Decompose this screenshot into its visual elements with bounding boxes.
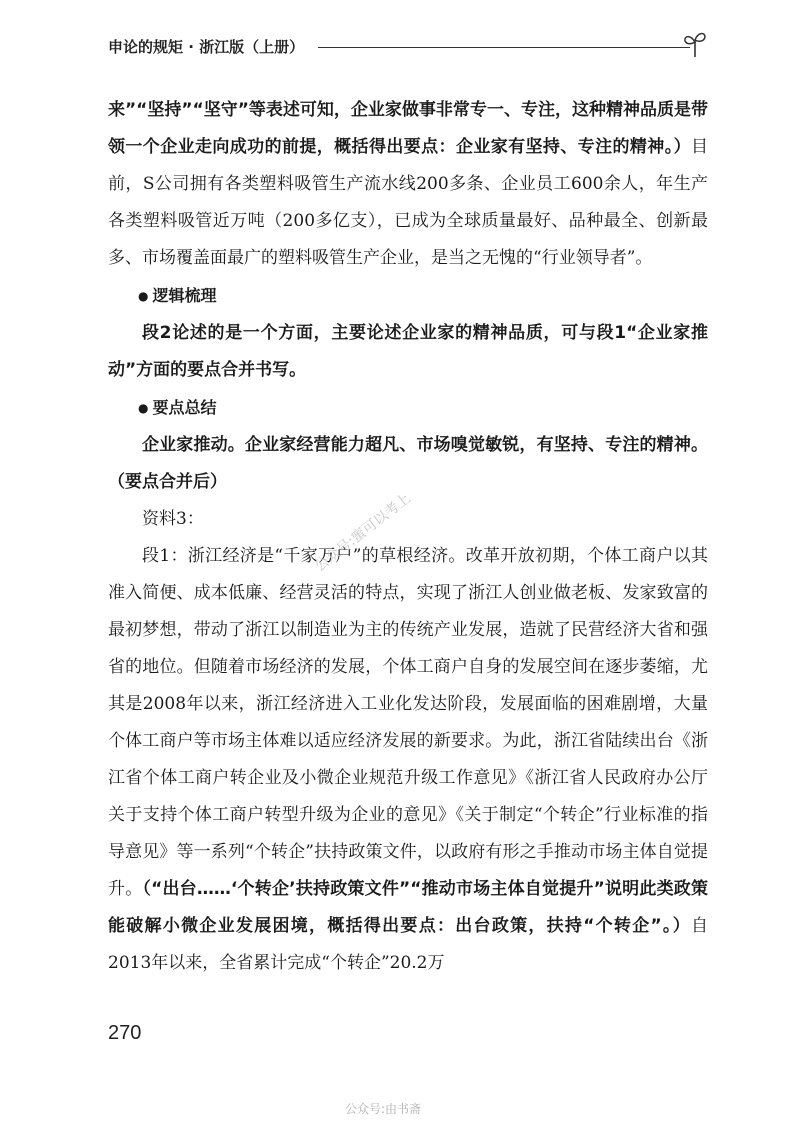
header-rule [318, 47, 690, 48]
annotation-text: （“出台……‘个转企’扶持政策文件”“推动市场主体自觉提升”说明此类政策能破解小微企业发展困境，概括得出要点：出台政策，扶持“个转企”。） [108, 879, 708, 936]
section-heading-logic: ● 逻辑梳理 [138, 286, 217, 305]
page-number: 270 [108, 1022, 142, 1044]
section-heading-summary: ● 要点总结 [138, 398, 217, 417]
annotation-text: 来”“坚持”“坚守”等表述可知，企业家做事非常专一、专注，这种精神品质是带领一个企业走向成功的前提，概括得出要点：企业家有坚持、专注的精神。） [108, 100, 708, 157]
bullet-icon: ● [138, 289, 149, 303]
paragraph-1 [108, 92, 708, 277]
sprout-icon [682, 30, 708, 58]
paragraph-5 [108, 538, 708, 982]
paragraph-4: 资料3： [142, 509, 204, 529]
bullet-icon: ● [138, 401, 149, 415]
watermark: 公众号:蜜可以考上 [311, 490, 414, 575]
book-title: 申论的规矩 · 浙江版（上册） [108, 38, 305, 56]
body-text: 自2013年以来，全省累计完成“个转企”20.2万 [108, 916, 708, 973]
running-header [108, 30, 708, 60]
paragraph-3: 企业家推动。企业家经营能力超凡、市场嗅觉敏锐，有坚持、专注的精神。（要点合并后） [108, 435, 708, 492]
paragraph-2: 段2论述的是一个方面，主要论述企业家的精神品质，可与段1“企业家推动”方面的要点合并书写。 [108, 323, 708, 380]
page-body [108, 92, 708, 982]
body-text: 目前，S公司拥有各类塑料吸管生产流水线200多条、企业员工600余人，年生产各类塑料吸管近万吨（200多亿支），已成为全球质量最好、品种最全、创新最多、市场覆盖面最广的塑料吸管生产企业，是当之无愧的“行业领导者”。 [108, 137, 708, 268]
footer-watermark: 公众号:由书斋 [345, 1102, 422, 1116]
body-text: 段1：浙江经济是“千家万户”的草根经济。改革开放初期，个体工商户以其准入简便、成本低廉、经营灵活的特点，实现了浙江人创业做老板、发家致富的最初梦想，带动了浙江以制造业为主的传统产业发展，造就了民营经济大省和强省的地位。但随着市场经济的发展，个体工商户自身的发展空间在逐步萎缩，尤其是2008年以来，浙江经济进入工业化发达阶段，发展面临的困难剧增，大量个体工商户等市场主体难以适应经济发展的新要求。为此，浙江省陆续出台《浙江省个体工商户转企业及小微企业规范升级工作意见》《浙江省人民政府办公厅关于支持个体工商户转型升级为企业的意见》《关于制定“个转企”行业标准的指导意见》等一系列“个转企”扶持政策文件，以政府有形之手推动市场主体自觉提升。 [108, 546, 708, 899]
